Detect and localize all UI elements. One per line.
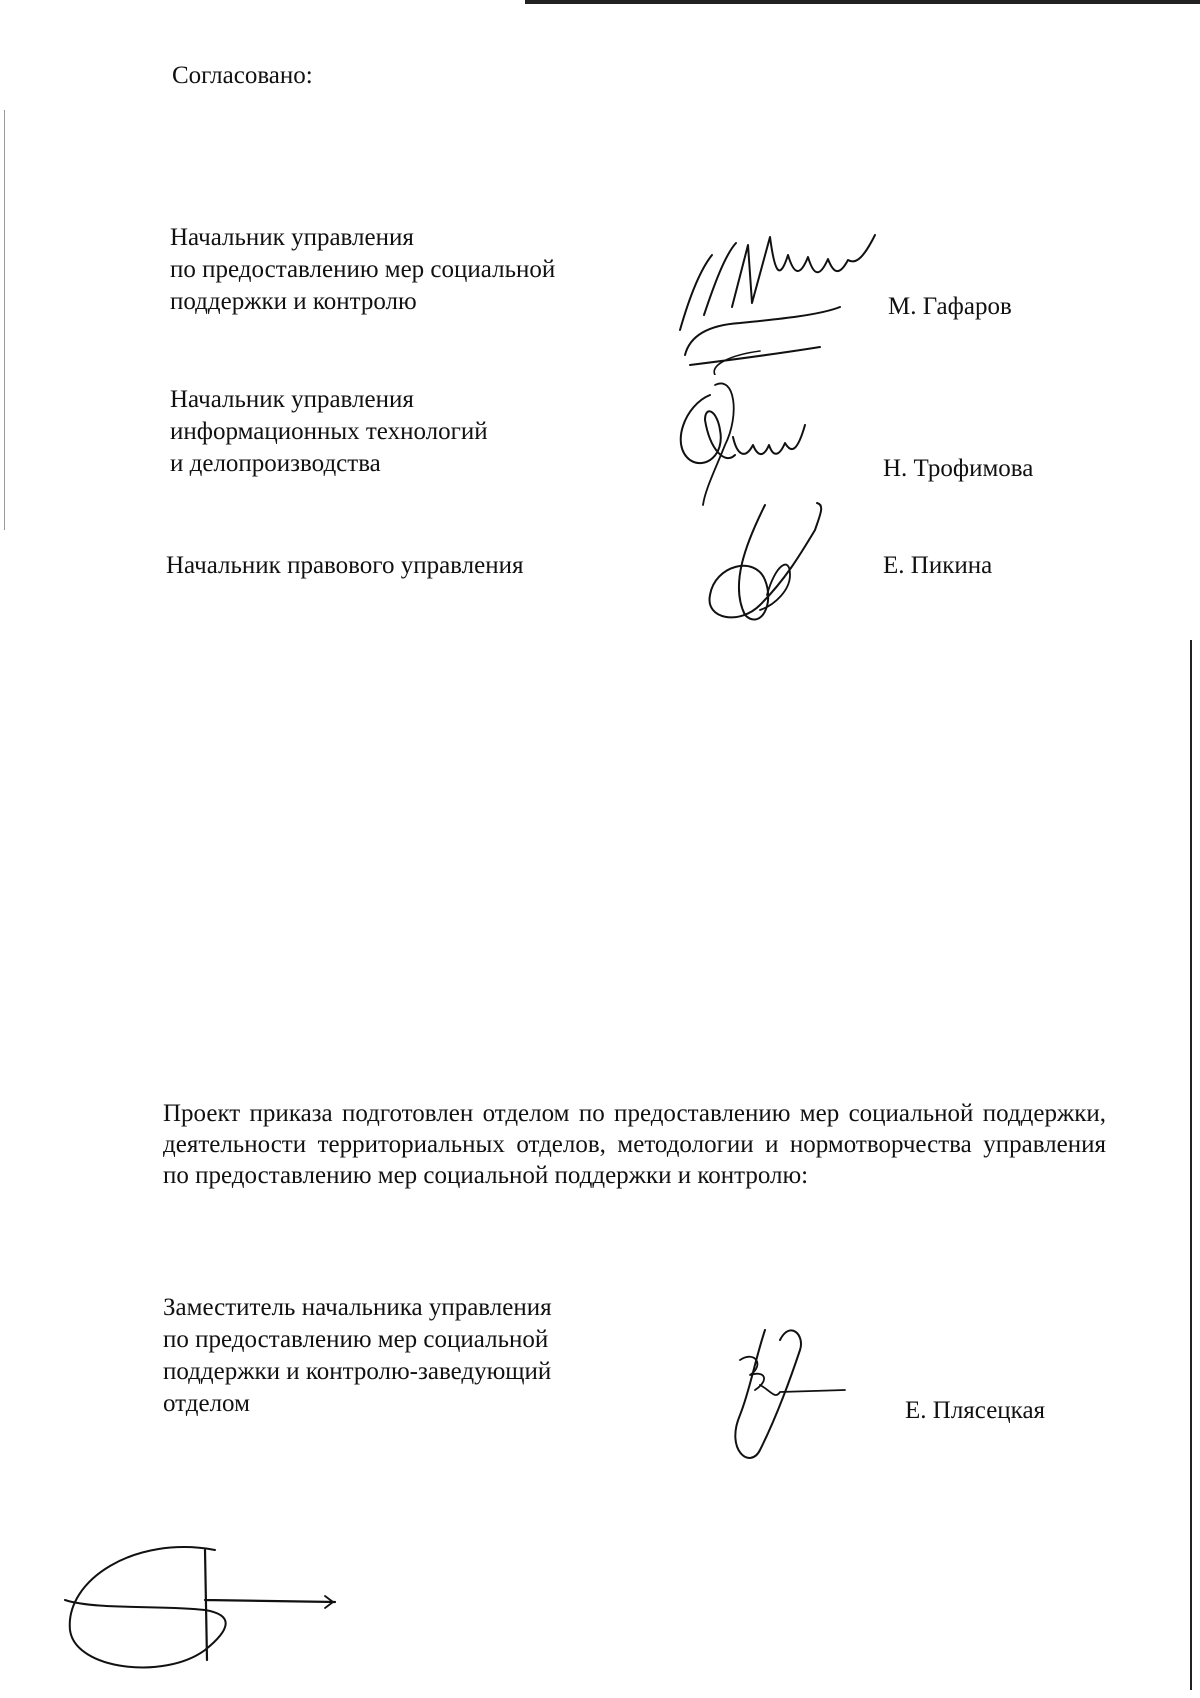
signature-plyasetskaya — [720, 1320, 850, 1470]
position-line: Начальник управления — [170, 224, 414, 251]
position-line: по предоставлению мер социальной — [170, 256, 556, 283]
position-line: Начальник правового управления — [166, 552, 524, 579]
position-line: отделом — [163, 1390, 250, 1417]
signatory-2-name: Н. Трофимова — [883, 455, 1034, 482]
position-line: информационных технологий — [170, 418, 488, 445]
scan-edge-top — [525, 0, 1200, 4]
position-line: Заместитель начальника управления — [163, 1294, 552, 1321]
scan-edge-right — [1190, 640, 1192, 1690]
signatory-1-name: М. Гафаров — [888, 293, 1012, 320]
position-line: по предоставлению мер социальной — [163, 1326, 549, 1353]
signature-trofimova — [665, 375, 835, 515]
initials-signature — [55, 1530, 355, 1690]
signature-pikina — [705, 495, 835, 635]
position-line: Начальник управления — [170, 386, 414, 413]
preparer-note: Проект приказа подготовлен отделом по предоставлению мер социальной поддержки, деятельности территориальных отделов, методологии и нормотворчества управления по предоставлению мер социальной поддержки и контролю: — [163, 1100, 1106, 1189]
signatory-3-name: Е. Пикина — [883, 552, 993, 579]
approval-heading: Согласовано: — [172, 62, 313, 89]
position-line: и делопроизводства — [170, 450, 381, 477]
signature-gafarov — [670, 215, 900, 375]
position-line: поддержки и контролю-заведующий — [163, 1358, 552, 1385]
position-line: поддержки и контролю — [170, 288, 417, 315]
preparer-name: Е. Плясецкая — [905, 1397, 1046, 1424]
scan-edge-left — [4, 110, 5, 530]
